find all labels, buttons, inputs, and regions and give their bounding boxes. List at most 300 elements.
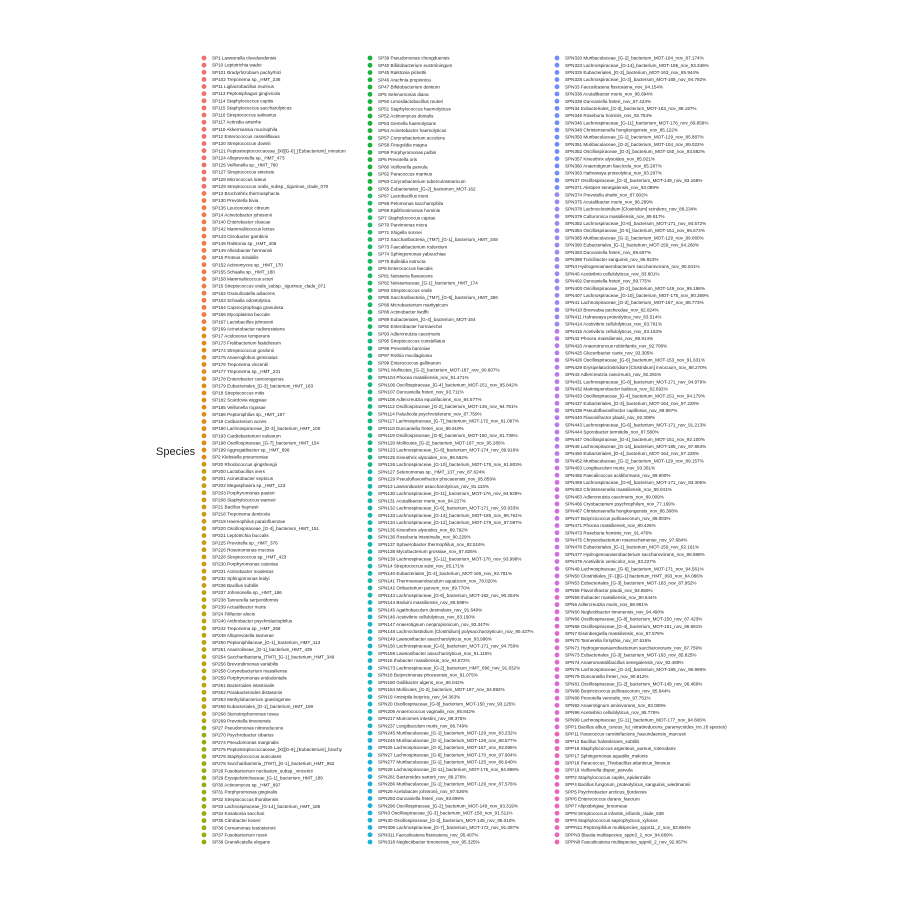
legend-label: SP35 Citrobacter koseri: [212, 818, 261, 824]
legend-label: SP1 Lawsonella clevelandensis: [212, 55, 277, 61]
legend-key: [202, 376, 207, 381]
legend-key: [368, 302, 373, 307]
legend-label: SPN34 Eubacteriales_[G-3]_bacterium_MOT-163_nov_89.157%: [565, 105, 697, 111]
legend-label: SPN425 Gluceribacter canis_nov_93.305%: [565, 350, 654, 356]
legend-key: [202, 733, 207, 738]
legend-label: SP179 Eubacteriales_[G-3]_bacterium_HMT_163: [212, 383, 314, 389]
legend-key: [202, 455, 207, 460]
legend-key: [368, 346, 373, 351]
legend-label: SP27 Pseudomonas nitroreducens: [212, 725, 283, 731]
legend-key: [368, 542, 373, 547]
legend-key: [368, 622, 373, 627]
legend-key: [202, 63, 207, 68]
legend-label: SP169 Acinetobacter radioresistens: [212, 326, 285, 332]
legend-label: SP152 Actinomyces sp._HMT_170: [212, 262, 283, 268]
legend-key: [555, 624, 560, 629]
legend-label: SPN173 Lachnospiraceae_[G-2]_bacterium_HMT_096_nov_91.632%: [378, 665, 521, 671]
legend-label: SPN28 Lachnospiraceae_[G-11]_bacterium_MOT-176_nov_94.898%: [378, 767, 519, 773]
legend-key: [202, 205, 207, 210]
legend-label: SP54 Acinetobacter haemolyticus: [378, 128, 447, 134]
legend-label: SP72 Saccharibacteria_(TM7)_[G-1]_bacterium_HMT_348: [378, 237, 498, 243]
legend-label: SP230 Porphyromonas catoniae: [212, 561, 279, 567]
legend-key: [368, 121, 373, 126]
legend-key: [368, 782, 373, 787]
legend-label: SPN453 Longibaculum muris_nov_93.361%: [565, 465, 656, 471]
legend-key: [368, 135, 373, 140]
legend-key: [202, 590, 207, 595]
legend-label: SPN119 Oscillospiraceae_[G-8]_bacterium_MOT-150_nov_91.736%: [378, 433, 518, 439]
legend-label: SPN467 Christensenella hongkongensis_nov_86.308%: [565, 508, 678, 514]
legend-key: [368, 252, 373, 257]
legend-key: [202, 747, 207, 752]
legend-key: [202, 519, 207, 524]
legend-label: SP99 Enterococcus gallinarum: [378, 360, 441, 366]
legend-label: SPN92 Anaerotignum aminivorans_nov_93.008%: [565, 702, 666, 708]
legend-label: SPN414 Acetivibrio cellulolyticus_nov_83.761%: [565, 321, 663, 327]
legend-key: [368, 636, 373, 641]
legend-label: SP12 Enterococcus casseliflavus: [212, 134, 280, 139]
legend-key: [202, 818, 207, 823]
legend-label: SP276 Staphylococcus auricularis: [212, 754, 282, 760]
legend-key: [555, 293, 560, 298]
legend-key: [202, 155, 207, 160]
legend-key: [368, 723, 373, 728]
legend-key: [555, 840, 560, 845]
legend-label: SPN125 Kineothrix alysoides_nov_89.562%: [378, 454, 468, 460]
legend-key: [368, 230, 373, 235]
legend-label: SPN450 Eubacteriales_[G-4]_bacterium_MOT-164_nov_97.228%: [565, 451, 700, 457]
legend-key: [555, 228, 560, 233]
legend-key: [555, 660, 560, 665]
legend-key: [555, 120, 560, 125]
legend-key: [368, 77, 373, 82]
legend-label: SPN4 Hydrogenoanaerobacterium saccharovorans_nov_90.041%: [565, 264, 700, 270]
legend-key: [202, 768, 207, 773]
legend-label: SP125 Veillonella sp._HMT_780: [212, 162, 278, 168]
legend-key: [555, 264, 560, 269]
legend-label: SPN112 Oscillospiraceae_[G-2]_bacterium_MOT-149_nov_94.781%: [378, 404, 518, 410]
legend-label: SPN143 Lachnospiraceae_[G-6]_bacterium_MOT-182_nov_90.254%: [378, 592, 520, 598]
legend-label: SPN3 Oscillospiraceae_[G-3]_bacterium_MOT-150_nov_91.511%: [378, 810, 513, 816]
legend-key: [555, 214, 560, 219]
legend-key: [368, 353, 373, 358]
legend-key: [368, 164, 373, 169]
legend-key: [555, 63, 560, 68]
legend-key: [202, 440, 207, 445]
legend-label: SPN360 Anaerotignum faecicola_nov_85.287%: [565, 163, 662, 169]
legend-key: [202, 348, 207, 353]
legend-label: SPN384 Oscillospiraceae_[G-5]_bacterium_MOT-151_nov_96.674%: [565, 228, 705, 234]
legend-label: SP116 Streptococcus salivarius: [212, 112, 277, 118]
legend-label: SPN50 Clostridiales_[F-1][G-1] bacterium_HMT_093_nov_84.086%: [565, 573, 703, 579]
legend-key: [202, 291, 207, 296]
legend-label: SPN86 Butyricicoccus pullicaecorum_nov_85.644%: [565, 688, 671, 694]
legend-label: SPN144 Beduini massiliensis_nov_88.598%: [378, 600, 469, 606]
legend-key: [202, 483, 207, 488]
legend-key: [202, 697, 207, 702]
legend-key: [368, 556, 373, 561]
legend-label: SPN137 Sphaerobacter thermophilus_nov_82.516%: [378, 541, 485, 547]
legend-label: SP208 Staphylococcus warneri: [212, 497, 276, 503]
legend-key: [368, 607, 373, 612]
legend-label: SPN126 Lachnospiraceae_[G-10]_bacterium_MOT-175_nov_91.803%: [378, 462, 522, 468]
legend-key: [202, 619, 207, 624]
legend-label: SP37 Fusobacterium russii: [212, 832, 267, 838]
legend-label: SPN328 Lachnospiraceae_[G-3]_bacterium_MOT-168_nov_94.792%: [565, 77, 707, 83]
legend-label: SP113 Peptoniphagus gingivicola: [212, 91, 281, 97]
legend-key: [202, 398, 207, 403]
legend-key: [202, 490, 207, 495]
legend-key: [202, 262, 207, 267]
legend-label: SP149 Alloiobacter hermannii: [212, 248, 273, 254]
legend-key: [368, 651, 373, 656]
legend-label: SPN438 Pseudoflavonifractor capillosus_nov_89.897%: [565, 408, 678, 414]
legend-label: SPN374 Prevotella shahii_nov_87.602%: [565, 192, 648, 198]
legend-label: SP268 Stenotrophomonas rosea: [212, 711, 279, 717]
legend-label: SP148 Ralstonia sp._HMT_406: [212, 240, 277, 246]
legend-key: [202, 241, 207, 246]
legend-label: SP256 Brevundimonas variabilis: [212, 661, 279, 667]
legend-label: SPN147 Anaerotignum neopropionicum_nov_93.347%: [378, 621, 490, 627]
legend-key: [202, 319, 207, 324]
legend-key: [368, 179, 373, 184]
legend-key: [555, 538, 560, 543]
legend-label: SPN68 Oscillospiraceae_[G-4]_bacterium_MOT-151_nov_96.881%: [565, 623, 703, 629]
legend-label: SPN346 Lachnospiraceae_[G-11]_bacterium_MOT-176_nov_89.858%: [565, 120, 709, 126]
legend-label: SP14 Acinetobacter johnsonii: [212, 212, 272, 218]
legend-label: SPN311 Faecalicatena fissicatena_nov_95.407%: [378, 832, 479, 838]
legend-label: SP114 Staphylococcus capitis: [212, 98, 274, 104]
legend-label: SPN45 Lachnospiraceae_[G-14]_bacterium_MOT-185_nov_97.854%: [565, 444, 707, 450]
legend-label: SP85 Saccharibacteria_(TM7)_[G-5]_bacterium_HMT_356: [378, 295, 498, 301]
legend-key: [555, 717, 560, 722]
legend-key: [202, 248, 207, 253]
legend-label: SPN378 Lachnoclostridium [Clostridium] scindens_nov_89.234%: [565, 206, 698, 212]
legend-key: [555, 638, 560, 643]
legend-key: [555, 113, 560, 118]
legend-label: SP62 Paracoccus marinus: [378, 171, 433, 177]
legend-label: SPN127 Selenomonas sp._HMT_137_nov_87.624%: [378, 469, 486, 475]
legend-label: SP177 Treponema sp._HMT_231: [212, 369, 281, 375]
legend-label: SP17 Acidovorax temperans: [212, 333, 270, 339]
legend-label: SP266 Eubacteriales_[G-1]_bacterium_HMT_159: [212, 704, 314, 710]
legend-label: SPN133 Lachnospiraceae_[G-14]_bacterium_MOT-185_nov_96.761%: [378, 512, 522, 518]
legend-key: [202, 334, 207, 339]
legend-key: [202, 612, 207, 617]
legend-key: [202, 113, 207, 118]
legend-key: [368, 106, 373, 111]
legend-label: SPN296 Oscillospiraceae_[G-2]_bacterium_MOT-149_nov_93.319%: [378, 803, 518, 809]
legend-label: SPN71 Hydrogenoanaerobacterium saccharovorans_nov_87.759%: [565, 645, 703, 651]
legend-key: [555, 753, 560, 758]
legend-key: [555, 279, 560, 284]
legend-label: SP46 Arachnia propionica: [378, 77, 431, 83]
legend-label: SP203 Porphyromonas pasteri: [212, 490, 275, 496]
legend-key: [368, 63, 373, 68]
legend-key: [202, 141, 207, 146]
legend-key: [202, 127, 207, 132]
legend-label: SPN245 Muribaculaceae_[G-1]_bacterium_MOT-129_nov_83.232%: [378, 730, 517, 736]
legend-label: SPN293 Duncaniella freteri_nov_93.699%: [378, 796, 465, 802]
legend-label: SP193 Cardiobacterium valvarum: [212, 433, 281, 439]
legend-label: SPN429 Erysipelatoclostridium [Clostridium] innocuum_nov_88.270%: [565, 364, 707, 370]
legend-key: [202, 804, 207, 809]
legend-label: SP36 Comamonas testosteroni: [212, 825, 276, 831]
legend-key: [202, 220, 207, 225]
legend-label: SP83 Streptococcus oralis: [378, 287, 432, 293]
legend-label: SP186 Peptoniphilus sp._HMT_187: [212, 411, 285, 417]
legend-label: SPN246 Muribaculaceae_[G-1]_bacterium_MOT-129_nov_88.577%: [378, 737, 517, 743]
legend-key: [202, 512, 207, 517]
legend-label: SPN18 Butyricimonas phoceensis_nov_91.075%: [378, 672, 478, 678]
legend-label: SPN462 Christensenella massiliensis_nov_89.041%: [565, 487, 672, 493]
legend-key: [368, 375, 373, 380]
legend-key: [368, 506, 373, 511]
legend-label: SP269 Prevotella timonensis: [212, 718, 271, 724]
legend-label: SPN129 Pseudoflavonifractor phocaeensis_nov_95.859%: [378, 476, 496, 482]
legend-label: SP34 Kosakonia sacchari: [212, 811, 265, 817]
legend-label: SPP4 Bacillus fungorum_proteolyticus_sanguinis_wiedmannii: [565, 782, 691, 788]
legend-key: [555, 106, 560, 111]
legend-label: SPN43 Adlercreutzia caecimuris_nov_92.291%: [565, 372, 662, 378]
legend-key: [368, 687, 373, 692]
legend-key: [202, 70, 207, 75]
legend-label: SPN375 Acutalibacter muris_nov_96.289%: [565, 199, 653, 205]
legend-key: [555, 451, 560, 456]
legend-label: SPN286 Muribaculaceae_[G-1]_bacterium_MOT-129_nov_87.576%: [378, 781, 517, 787]
legend-label: SPN407 Lachnospiraceae_[G-10]_bacterium_MOT-175_nov_90.369%: [565, 292, 709, 298]
legend-key: [202, 533, 207, 538]
legend-label: SPN30 Oscillospiraceae_[G-2]_bacterium_MOT-149_nov_95.010%: [378, 817, 516, 823]
legend-key: [202, 462, 207, 467]
legend-label: SPP16 Staphylococcus argenteus_aureus_roterodami: [565, 746, 676, 752]
legend-label: SPN131 Acutalibacter muris_nov_94.227%: [378, 498, 466, 504]
legend-key: [202, 170, 207, 175]
legend-key: [202, 284, 207, 289]
legend-label: SP82 Neisseriaceae_[G-1]_bacterium_HMT_174: [378, 280, 478, 286]
legend-label: SPP5 Psychrobacter arcticus_fjordensis: [565, 789, 647, 795]
legend-label: SPN379 Culturomica massiliensis_nov_89.817%: [565, 213, 665, 219]
legend-key: [368, 390, 373, 395]
legend-label: SP97 Rothia mucilaginosa: [378, 353, 432, 359]
legend-key: [368, 244, 373, 249]
legend-key: [368, 578, 373, 583]
legend-label: SPN459 Lachnospiraceae_[G-6]_bacterium_MOT-171_nov_93.305%: [565, 479, 707, 485]
legend-key: [202, 562, 207, 567]
legend-label: SPN320 Muribaculaceae_[G-2]_bacterium_MOT-104_nov_87.174%: [565, 55, 704, 61]
legend-label: SP29 Erysipelotrichaceae_[G-1]_bacterium_HMT_189: [212, 775, 323, 781]
legend-label: SP164 Capnocytophaga granulosa: [212, 305, 284, 311]
legend-key: [555, 480, 560, 485]
legend-label: SP143 Citrobacter gambinii: [212, 233, 268, 239]
legend-label: SPP18 Paracoccus_Thiobacillus atlanticus_limosus: [565, 760, 671, 766]
legend-label: SP33 Lachnospiraceae_[G-14]_bacterium_HMT_185: [212, 803, 321, 809]
legend-label: SP89 Eubacteriales_[G-4]_bacterium_MOT-164: [378, 316, 476, 322]
legend-key: [555, 588, 560, 593]
legend-key: [555, 595, 560, 600]
legend-key: [368, 600, 373, 605]
legend-label: SPN40 Acetivibrio cellulolyticus_nov_83.801%: [565, 271, 660, 277]
legend-label: SPN416 Acetivibrio cellulolyticus_nov_83.153%: [565, 328, 663, 334]
legend-key: [202, 704, 207, 709]
legend-label: SP261 Bacteroides intestinalis: [212, 682, 275, 688]
legend-key: [368, 767, 373, 772]
legend-label: SPN14 Streptococcus suisi_nov_95.171%: [378, 563, 465, 569]
legend-label: SP254 Saccharibacteria_(TM7)_[G-1]_bacterium_HMT_349: [212, 654, 335, 660]
legend-label: SPP7 Aliposbrigiae_broomeae: [565, 803, 628, 809]
legend-key: [368, 752, 373, 757]
legend-key: [202, 840, 207, 845]
legend-label: SP218 Treponema denticola: [212, 511, 270, 517]
legend-key: [368, 760, 373, 765]
legend-label: SP219 Haemophilus parainfluenzae: [212, 518, 286, 524]
legend-key: [555, 746, 560, 751]
legend-key: [555, 315, 560, 320]
legend-key: [368, 368, 373, 373]
legend-key: [202, 134, 207, 139]
legend-key: [368, 448, 373, 453]
legend-key: [555, 437, 560, 442]
legend-label: SPN420 Anaerotruncus rubiinfantis_nov_92.708%: [565, 343, 668, 349]
legend-label: SP2 Klebsiella pneumoniae: [212, 454, 269, 460]
legend-key: [202, 783, 207, 788]
legend-label: SPN433 Oscillospiraceae_[G-4]_bacterium_MOT-151_nov_94.179%: [565, 393, 705, 399]
legend-label: SP21 Bacillus haynesii: [212, 504, 259, 510]
legend-key: [555, 509, 560, 514]
legend-key: [555, 70, 560, 75]
legend-key: [202, 120, 207, 125]
legend-key: [368, 709, 373, 714]
legend-label: SP202 Megasphaera sp._HMT_123: [212, 483, 286, 489]
legend-key: [368, 738, 373, 743]
legend-label: SPN463 Adlercreutzia caecimuris_nov_89.009%: [565, 494, 664, 500]
legend-label: SPN440 Flavonifractor plautii_nov_92.308%: [565, 415, 656, 421]
legend-key: [555, 372, 560, 377]
legend-label: SP221 Leptotrichia buccalis: [212, 533, 269, 539]
legend-label: SP225 Prevotella sp._HMT_376: [212, 540, 278, 546]
legend-key: [555, 502, 560, 507]
legend-label: SPN20 Oscillospiraceae_[G-8]_bacterium_MOT-150_nov_93.125%: [378, 701, 516, 707]
legend-label: SP130 Prevotella bivia: [212, 198, 259, 204]
legend-key: [368, 411, 373, 416]
legend-key: [555, 336, 560, 341]
legend-key: [555, 825, 560, 830]
legend-key: [555, 796, 560, 801]
legend-key: [202, 84, 207, 89]
legend-label: SPP13 Bacillus halotolerans_subtilis: [565, 738, 640, 744]
legend-key: [368, 832, 373, 837]
legend-label: SPP11 Paracoccus carotinifaciens_haeundaensis_marcusii: [565, 731, 686, 737]
legend-key: [202, 198, 207, 203]
legend-key: [555, 552, 560, 557]
legend-key: [368, 295, 373, 300]
legend-label: SPN79 Duncaniella freteri_nov_90.612%: [565, 674, 649, 680]
legend-label: SP220 Oscillospiraceae_[G-4]_bacterium_HMT_151: [212, 526, 319, 531]
legend-label: SPN16 Ihubacter massiliensis_nov_94.572%: [378, 658, 470, 664]
legend-key: [202, 633, 207, 638]
legend-key: [368, 455, 373, 460]
legend-label: SPN390 Eubacteriales_[G-1]_bacterium_MOT-159_nov_94.268%: [565, 242, 700, 248]
legend-label: SP70 Parvimonas micra: [378, 222, 428, 228]
legend-key: [368, 491, 373, 496]
legend-key: [202, 505, 207, 510]
legend-label: SP86 Microbacterium maritypicum: [378, 302, 448, 308]
legend-label: SP274 Pseudomonas marginalis: [212, 739, 279, 745]
legend-label: SP8 Enterococcus faecalis: [378, 266, 433, 272]
legend-key: [555, 444, 560, 449]
legend-label: SPN107 Duncaniella freteri_nov_93.711%: [378, 389, 464, 395]
legend-key: [555, 350, 560, 355]
legend-key: [202, 711, 207, 716]
legend-key: [555, 178, 560, 183]
legend-key: [368, 397, 373, 402]
legend-label: SPN363 Hafnewaya proteolytica_nov_83.297%: [565, 170, 662, 176]
legend-label: SP231 Actinobacter modestus: [212, 568, 274, 574]
legend-key: [555, 494, 560, 499]
legend-key: [202, 391, 207, 396]
legend-key: [368, 796, 373, 801]
legend-label: SPN146 Acetivibrio cellulolyticus_nov_83.190%: [378, 614, 476, 620]
legend-key: [555, 408, 560, 413]
legend-key: [368, 237, 373, 242]
legend-key: [202, 448, 207, 453]
legend-key: [555, 142, 560, 147]
legend-key: [555, 667, 560, 672]
legend-label: SPN382 Lachnospiraceae_[G-6]_bacterium_MOT-171_nov_94.572%: [565, 221, 707, 227]
legend-key: [202, 526, 207, 531]
legend-key: [368, 419, 373, 424]
legend-key: [368, 70, 373, 75]
legend-label: SP65 Eubacteriales_[G-2]_bacterium_MOT-162: [378, 186, 476, 192]
legend-key: [555, 149, 560, 154]
legend-key: [555, 185, 560, 190]
legend-label: SPN281 Bacteroides sartorii_nov_89.276%: [378, 774, 467, 780]
legend-label: SPN466 Cryobacterium psychrophilum_nov_77.169%: [565, 501, 675, 507]
legend-label: SP31 Porphyromonas gingivalis: [212, 789, 278, 795]
legend-label: SPN432 Marinisporobacter balticus_nov_82.692%: [565, 386, 668, 392]
legend-label: SP232 Sphingomonas leidyi: [212, 575, 270, 581]
legend-key: [555, 760, 560, 765]
legend-key: [202, 797, 207, 802]
legend-label: SPN99 Lachnospiraceae_[G-11]_bacterium_MOT-177_nov_94.606%: [565, 717, 706, 723]
legend-label: SPN398 Turicibacter sanguinis_nov_95.923%: [565, 256, 659, 262]
legend-key: [202, 105, 207, 110]
legend-label: SP95 Streptococcus constellatus: [378, 338, 446, 344]
legend-label: SPN217 Muricomes intestini_nov_89.375%: [378, 716, 467, 722]
legend-label: SP258 Corynebacterium massiliense: [212, 668, 288, 674]
legend-label: SPN56 Flavonifractor plautii_nov_93.555%: [565, 587, 653, 593]
legend-label: SPN37 Oscillospiraceae_[G-2]_bacterium_MOT-149_nov_93.168%: [565, 177, 703, 183]
legend-label: SP67 Lactobacillus iners: [378, 193, 429, 199]
legend-label: SP81 Neisseria flavescens: [378, 273, 433, 279]
legend-key: [368, 92, 373, 97]
legend-label: SP51 Staphylococcus haemolyticus: [378, 106, 451, 112]
legend-key: [368, 469, 373, 474]
legend-label: SPN393 Duncaniella freteri_nov_89.667%: [565, 249, 652, 255]
legend-key: [368, 527, 373, 532]
legend-key: [202, 690, 207, 695]
legend-label: SP162 Granulicatella adiacens: [212, 290, 275, 296]
legend-label: SP163 Schaalia odontolytica: [212, 297, 271, 303]
legend-key: [202, 669, 207, 674]
legend-label: SPN325 Eubacteriales_[G-3]_bacterium_MOT-163_nov_85.944%: [565, 69, 700, 75]
legend-key: [368, 665, 373, 670]
legend-label: SP178 Enterobacter cancerogenus: [212, 376, 284, 382]
legend-key: [202, 277, 207, 282]
legend-key: [202, 212, 207, 217]
legend-key: [202, 362, 207, 367]
legend-key: [555, 710, 560, 715]
